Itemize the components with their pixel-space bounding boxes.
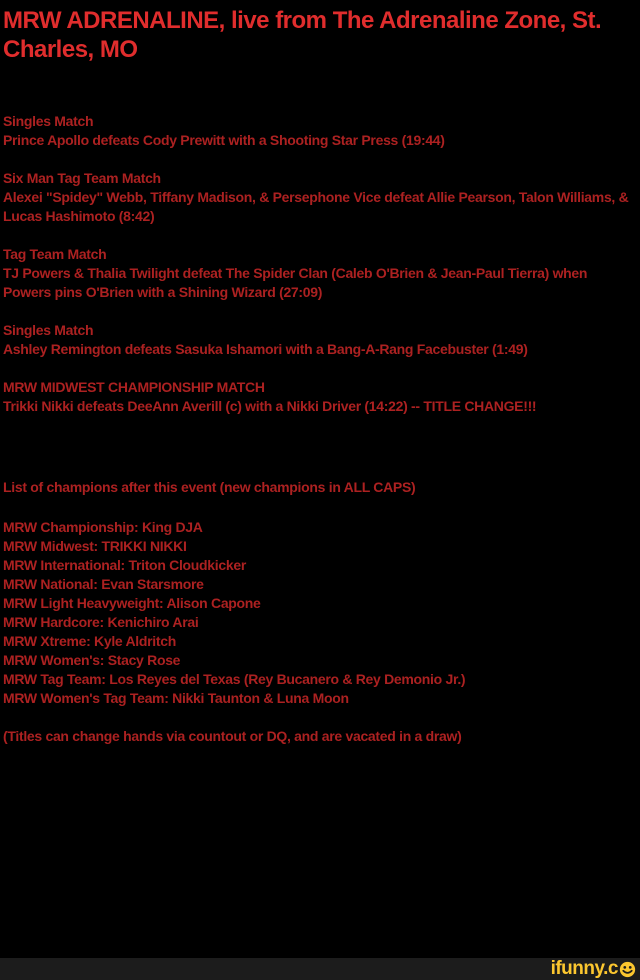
champions-list [3, 518, 637, 708]
match-result: TJ Powers & Thalia Twilight defeat The Spider Clan (Caleb O'Brien & Jean-Paul Tierra) when Powers pins O'Brien with a Shining Wizard (27:09) [3, 265, 588, 300]
match-section [3, 112, 637, 150]
champion-entry: MRW International: Triton Cloudkicker [3, 557, 246, 573]
match-section [3, 245, 637, 302]
match-result: Ashley Remington defeats Sasuka Ishamori with a Bang-A-Rang Facebuster (1:49) [3, 341, 528, 357]
ifunny-logo-text: ifunny.c [550, 958, 618, 979]
match-result: Trikki Nikki defeats DeeAnn Averill (c) with a Nikki Driver (14:22) -- TITLE CHANGE!!! [3, 398, 537, 414]
match-section [3, 321, 637, 359]
match-section [3, 378, 637, 416]
champions-list-intro: List of champions after this event (new champions in ALL CAPS) [3, 479, 416, 495]
ifunny-watermark-bar [0, 958, 640, 980]
champion-entry: MRW Championship: King DJA [3, 519, 203, 535]
champion-entry: MRW Women's: Stacy Rose [3, 652, 181, 668]
ifunny-logo [551, 958, 636, 980]
title-rules-note: (Titles can change hands via countout or DQ, and are vacated in a draw) [3, 728, 462, 744]
match-result: Prince Apollo defeats Cody Prewitt with a Shooting Star Press (19:44) [3, 132, 445, 148]
match-section [3, 169, 637, 226]
match-type-header: MRW MIDWEST CHAMPIONSHIP MATCH [3, 379, 265, 395]
match-type-header: Singles Match [3, 113, 94, 129]
match-type-header: Singles Match [3, 322, 94, 338]
smiley-face-o-icon [619, 961, 636, 978]
event-title: MRW ADRENALINE, live from The Adrenaline Zone, St. Charles, MO [3, 7, 602, 63]
champion-entry: MRW National: Evan Starsmore [3, 576, 204, 592]
champion-entry: MRW Xtreme: Kyle Aldritch [3, 633, 176, 649]
match-type-header: Tag Team Match [3, 246, 107, 262]
champion-entry: MRW Light Heavyweight: Alison Capone [3, 595, 261, 611]
champion-entry: MRW Tag Team: Los Reyes del Texas (Rey Bucanero & Rey Demonio Jr.) [3, 671, 466, 687]
champion-entry: MRW Midwest: TRIKKI NIKKI [3, 538, 187, 554]
champion-entry: MRW Women's Tag Team: Nikki Taunton & Luna Moon [3, 690, 349, 706]
match-result: Alexei "Spidey" Webb, Tiffany Madison, & Persephone Vice defeat Allie Pearson, Talon Williams, & Lucas Hashimoto (8:42) [3, 189, 629, 224]
match-type-header: Six Man Tag Team Match [3, 170, 161, 186]
champion-entry: MRW Hardcore: Kenichiro Arai [3, 614, 199, 630]
